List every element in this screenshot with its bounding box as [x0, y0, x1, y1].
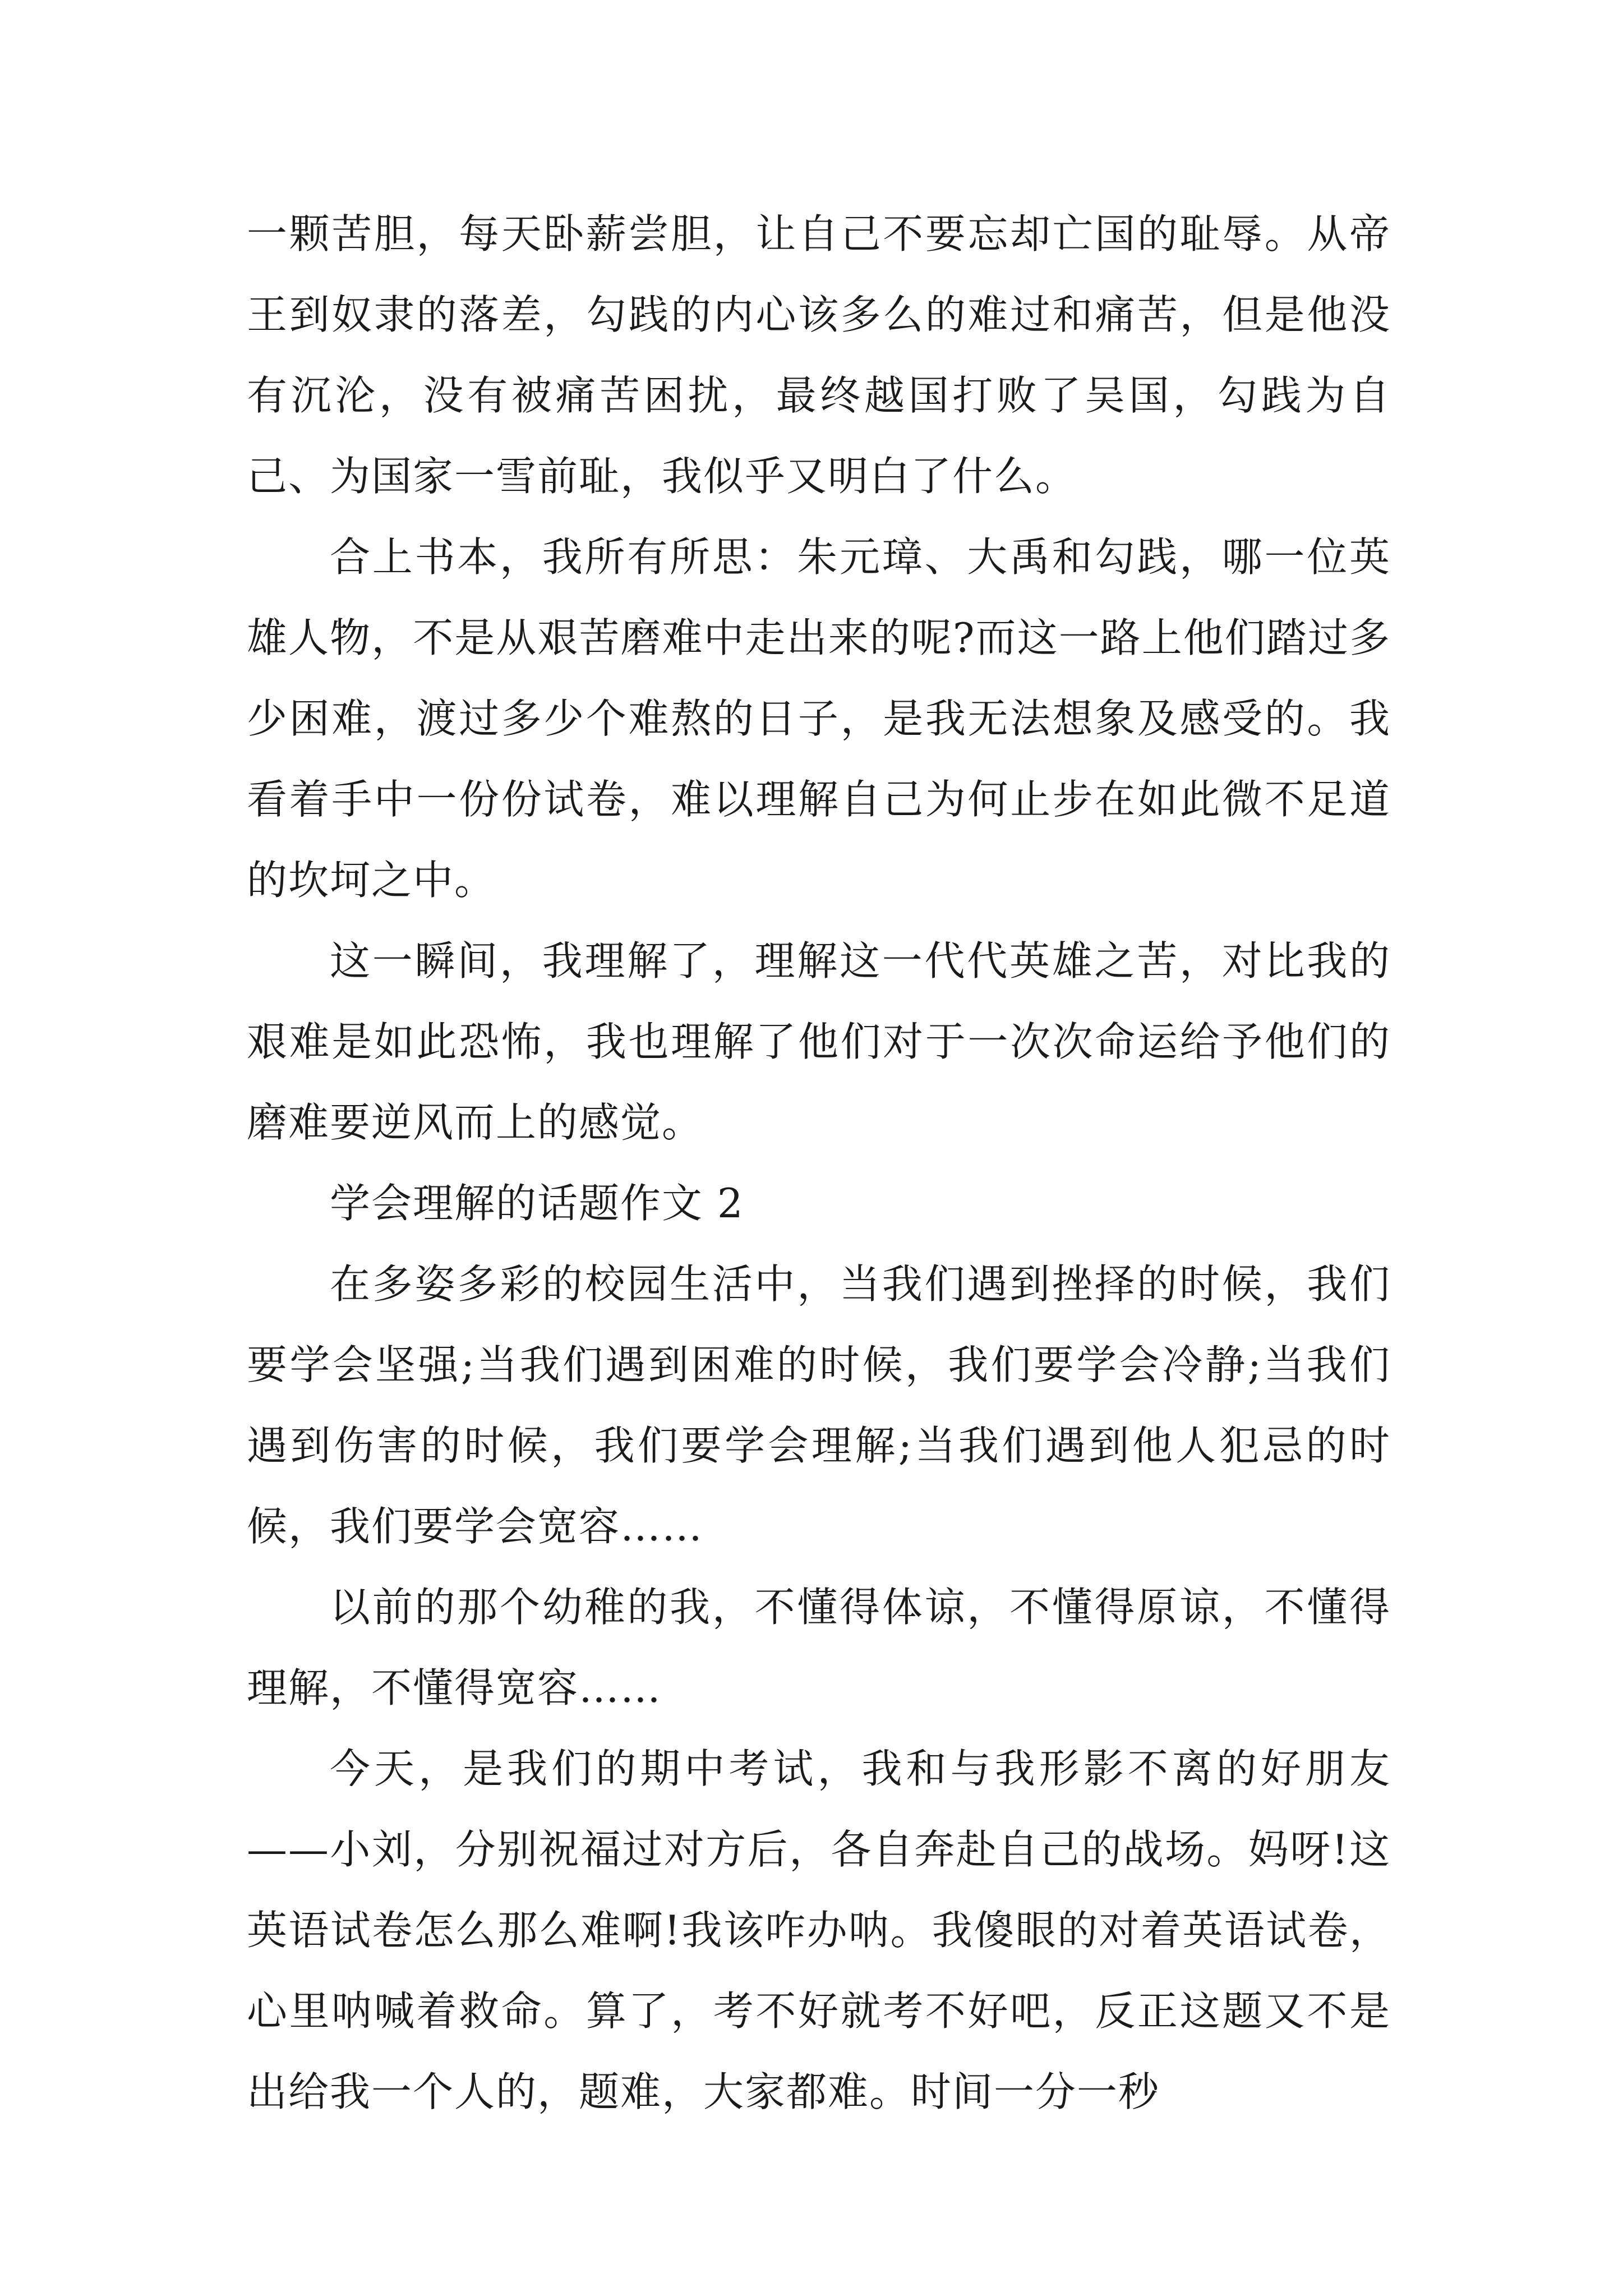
paragraph-1: 一颗苦胆，每天卧薪尝胆，让自己不要忘却亡国的耻辱。从帝王到奴隶的落差，勾践的内心该多么的难过和痛苦，但是他没有沉沦，没有被痛苦困扰，最终越国打败了吴国，勾践为自己、为国家一雪前耻，我似乎又明白了什么。 — [247, 210, 1391, 500]
paragraph-4: 在多姿多彩的校园生活中，当我们遇到挫择的时候，我们要学会坚强;当我们遇到困难的时候，我们要学会冷静;当我们遇到伤害的时候，我们要学会理解;当我们遇到他人犯忌的时候，我们要学会宽容…… — [247, 1260, 1391, 1550]
paragraph-3: 这一瞬间，我理解了，理解这一代代英雄之苦，对比我的艰难是如此恐怖，我也理解了他们对于一次次命运给予他们的磨难要逆风而上的感觉。 — [247, 937, 1391, 1146]
paragraph-5: 以前的那个幼稚的我，不懂得体谅，不懂得原谅，不懂得理解，不懂得宽容…… — [247, 1584, 1391, 1711]
document-body — [247, 194, 1391, 2132]
paragraph-2: 合上书本，我所有所思：朱元璋、大禹和勾践，哪一位英雄人物，不是从艰苦磨难中走出来的呢?而这一路上他们踏过多少困难，渡过多少个难熬的日子，是我无法想象及感受的。我看着手中一份份试卷，难以理解自己为何止步在如此微不足道的坎坷之中。 — [247, 533, 1391, 904]
essay-heading: 学会理解的话题作文 2 — [330, 1180, 744, 1227]
paragraph-6: 今天，是我们的期中考试，我和与我形影不离的好朋友——小刘，分别祝福过对方后，各自奔赴自己的战场。妈呀!这英语试卷怎么那么难啊!我该咋办呐。我傻眼的对着英语试卷，心里呐喊着救命。算了，考不好就考不好吧，反正这题又不是出给我一个人的，题难，大家都难。时间一分一秒 — [247, 1745, 1391, 2115]
